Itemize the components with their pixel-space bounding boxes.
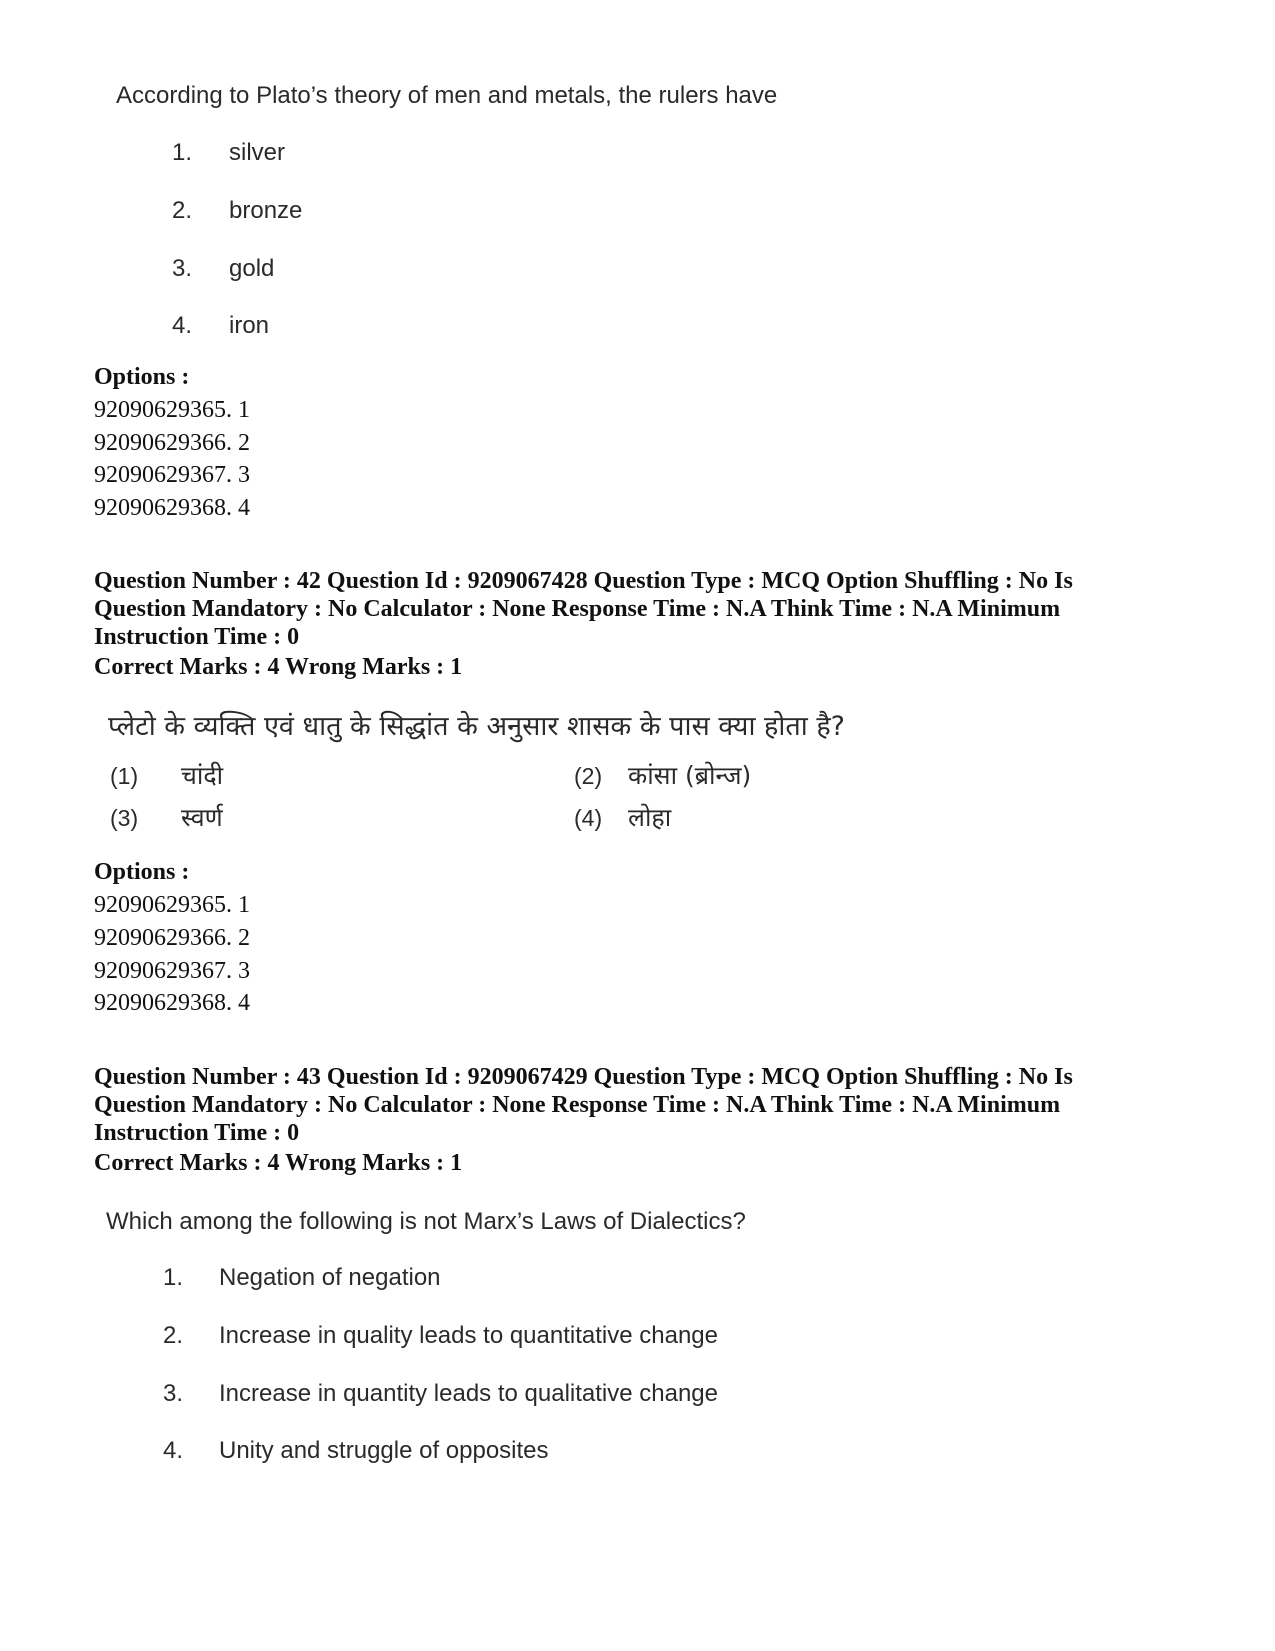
choice-number: 2. bbox=[172, 197, 193, 224]
choice-text: लोहा bbox=[628, 803, 672, 832]
meta-line: Question Number : 43 Question Id : 9209067429 Question Type : MCQ Option Shuffling : No Is bbox=[94, 1064, 1073, 1090]
meta-line: Question Mandatory : No Calculator : None Response Time : N.A Think Time : N.A Minimum bbox=[94, 1092, 1061, 1118]
marks-line-42: Correct Marks : 4 Wrong Marks : 1 bbox=[94, 654, 463, 680]
option-id-line: 92090629368. 4 bbox=[94, 495, 250, 521]
choice-number: (1) bbox=[110, 763, 139, 789]
choice-number: 1. bbox=[172, 139, 193, 166]
choice-text: स्वर्ण bbox=[181, 803, 223, 832]
meta-line: Question Number : 42 Question Id : 9209067428 Question Type : MCQ Option Shuffling : No Is bbox=[94, 568, 1073, 594]
marks-line-43: Correct Marks : 4 Wrong Marks : 1 bbox=[94, 1150, 463, 1176]
question-text-hindi-42: प्लेटो के व्यक्ति एवं धातु के सिद्धांत के अनुसार शासक के पास क्या होता है? bbox=[108, 711, 845, 742]
meta-line: Instruction Time : 0 bbox=[94, 624, 300, 650]
choice-text: Increase in quality leads to quantitative change bbox=[219, 1322, 718, 1349]
question-text-43: Which among the following is not Marx’s Laws of Dialectics? bbox=[106, 1208, 746, 1235]
option-id-line: 92090629365. 1 bbox=[94, 397, 250, 423]
choice-text: bronze bbox=[229, 197, 303, 224]
choice-text: gold bbox=[229, 255, 275, 282]
choice-number: 2. bbox=[163, 1322, 184, 1349]
choice-number: 1. bbox=[163, 1264, 184, 1291]
question-meta-42 bbox=[94, 567, 1194, 651]
question-text-41: According to Plato’s theory of men and metals, the rulers have bbox=[116, 82, 778, 109]
choice-number: (2) bbox=[574, 763, 603, 789]
choice-text: iron bbox=[229, 312, 270, 339]
meta-line: Instruction Time : 0 bbox=[94, 1120, 300, 1146]
choice-number: 4. bbox=[172, 312, 193, 339]
question-meta-43 bbox=[94, 1063, 1194, 1147]
meta-line: Question Mandatory : No Calculator : None Response Time : N.A Think Time : N.A Minimum bbox=[94, 596, 1061, 622]
choice-text: चांदी bbox=[181, 761, 224, 790]
option-id-line: 92090629366. 2 bbox=[94, 925, 250, 951]
choice-number: (4) bbox=[574, 805, 603, 831]
option-id-line: 92090629367. 3 bbox=[94, 958, 250, 984]
choice-text: silver bbox=[229, 139, 286, 166]
option-id-line: 92090629366. 2 bbox=[94, 430, 250, 456]
option-id-line: 92090629365. 1 bbox=[94, 892, 250, 918]
choice-number: 3. bbox=[163, 1380, 184, 1407]
choice-text: Increase in quantity leads to qualitative change bbox=[219, 1380, 718, 1407]
options-label: Options : bbox=[94, 364, 190, 390]
choice-number: 4. bbox=[163, 1437, 184, 1464]
choice-text: Negation of negation bbox=[219, 1264, 441, 1291]
choice-number: 3. bbox=[172, 255, 193, 282]
choice-number: (3) bbox=[110, 805, 139, 831]
option-id-line: 92090629367. 3 bbox=[94, 462, 250, 488]
choice-text: Unity and struggle of opposites bbox=[219, 1437, 549, 1464]
option-id-line: 92090629368. 4 bbox=[94, 990, 250, 1016]
options-label: Options : bbox=[94, 859, 190, 885]
choice-text: कांसा (ब्रोन्ज) bbox=[628, 761, 752, 790]
